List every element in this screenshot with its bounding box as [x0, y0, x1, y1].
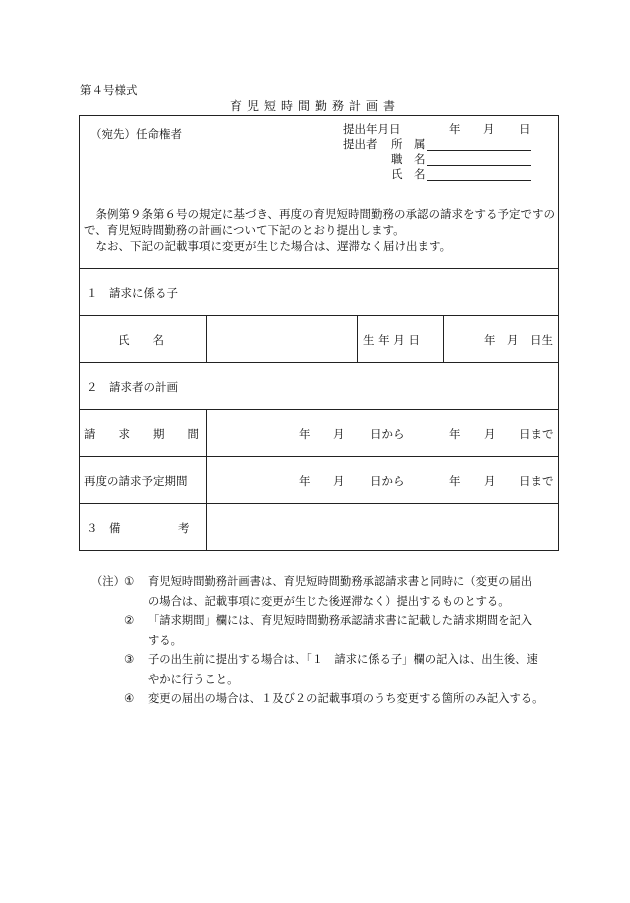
notes-tag: （注）	[91, 575, 125, 588]
note-line: 育児短時間勤務計画書は、育児短時間勤務承認請求書と同時に（変更の届出	[148, 575, 533, 588]
rerequest-from-year[interactable]: 年	[299, 474, 311, 488]
submitter-block	[343, 122, 543, 182]
note-item	[91, 689, 561, 709]
request-until-day[interactable]: 日まで	[519, 427, 554, 441]
divider-v-birth-value	[443, 315, 444, 362]
rerequest-until-month[interactable]: 月	[484, 474, 496, 488]
submit-date-label: 提出年月日	[343, 122, 401, 136]
note-mark: ②	[124, 614, 135, 627]
submit-month-label: 月	[483, 122, 495, 136]
divider-request-row	[79, 456, 559, 457]
affiliation-field[interactable]	[427, 150, 531, 151]
notes	[91, 572, 561, 709]
note-line: やかに行うこと。	[148, 672, 239, 686]
note-line: 「請求期間」欄には、育児短時間勤務承認請求書に記載した請求期間を記入	[148, 614, 533, 627]
rerequest-from-month[interactable]: 月	[333, 474, 345, 488]
form-number: 第４号様式	[80, 83, 138, 97]
note-line: の場合は、記載事項に変更が生じた後遅滞なく）提出するものとする。	[148, 594, 510, 608]
note-item	[91, 650, 561, 689]
note-mark: ①	[124, 575, 135, 588]
note-mark: ③	[124, 653, 135, 666]
note-line: 変更の届出の場合は、１及び２の記載事項のうち変更する箇所のみ記入する。	[148, 692, 544, 705]
page-title: 育児短時間勤務計画書	[229, 99, 400, 113]
position-field[interactable]	[427, 165, 531, 166]
submit-year-label: 年	[449, 122, 461, 136]
request-from-day[interactable]: 日から	[370, 427, 405, 441]
name-field[interactable]	[427, 180, 531, 181]
section1-heading: １ 請求に係る子	[86, 286, 178, 300]
child-name-label: 氏 名	[118, 333, 164, 347]
position-label: 職 名	[391, 152, 426, 166]
note-item	[91, 572, 561, 611]
affiliation-label: 所 属	[391, 137, 426, 151]
divider-child-heading	[79, 315, 559, 316]
rerequest-until-year[interactable]: 年	[449, 474, 461, 488]
divider-v-plan	[206, 409, 207, 551]
intro-paragraph-2: なお、下記の記載事項に変更が生じた場合は、遅滞なく届け出ます。	[84, 239, 452, 253]
submit-day-label: 日	[519, 122, 531, 136]
intro-text	[84, 206, 558, 254]
birthdate-field[interactable]: 年 月 日生	[484, 333, 553, 347]
divider-rerequest-row	[79, 503, 559, 504]
name-label: 氏 名	[391, 167, 426, 181]
request-from-year[interactable]: 年	[299, 427, 311, 441]
request-until-month[interactable]: 月	[484, 427, 496, 441]
note-line: する。	[148, 633, 182, 647]
rerequest-period-label: 再度の請求予定期間	[84, 474, 188, 488]
submitter-label: 提出者	[343, 137, 378, 151]
divider-child-row	[79, 362, 559, 363]
section3-heading: ３ 備 考	[86, 521, 190, 535]
divider-v-child-name	[206, 315, 207, 362]
request-until-year[interactable]: 年	[449, 427, 461, 441]
addressee: （宛先）任命権者	[90, 127, 182, 141]
remarks-field[interactable]	[208, 505, 557, 549]
request-period-label: 請 求 期 間	[84, 427, 199, 441]
request-from-month[interactable]: 月	[333, 427, 345, 441]
rerequest-until-day[interactable]: 日まで	[519, 474, 554, 488]
note-item	[91, 611, 561, 650]
note-mark: ④	[124, 692, 135, 705]
rerequest-from-day[interactable]: 日から	[370, 474, 405, 488]
note-line: 子の出生前に提出する場合は、「１ 請求に係る子」欄の記入は、出生後、速	[148, 653, 538, 666]
divider-plan-heading	[79, 409, 559, 410]
birthdate-label: 生 年 月 日	[363, 333, 420, 347]
divider-intro	[79, 268, 559, 269]
child-name-field[interactable]	[208, 317, 356, 361]
section2-heading: ２ 請求者の計画	[86, 380, 178, 394]
divider-v-birth-label	[357, 315, 358, 362]
intro-paragraph-1: 条例第９条第６号の規定に基づき、再度の育児短時間勤務の承認の請求をする予定ですので、育児短時間勤務の計画について下記のとおり提出します。	[84, 207, 556, 237]
